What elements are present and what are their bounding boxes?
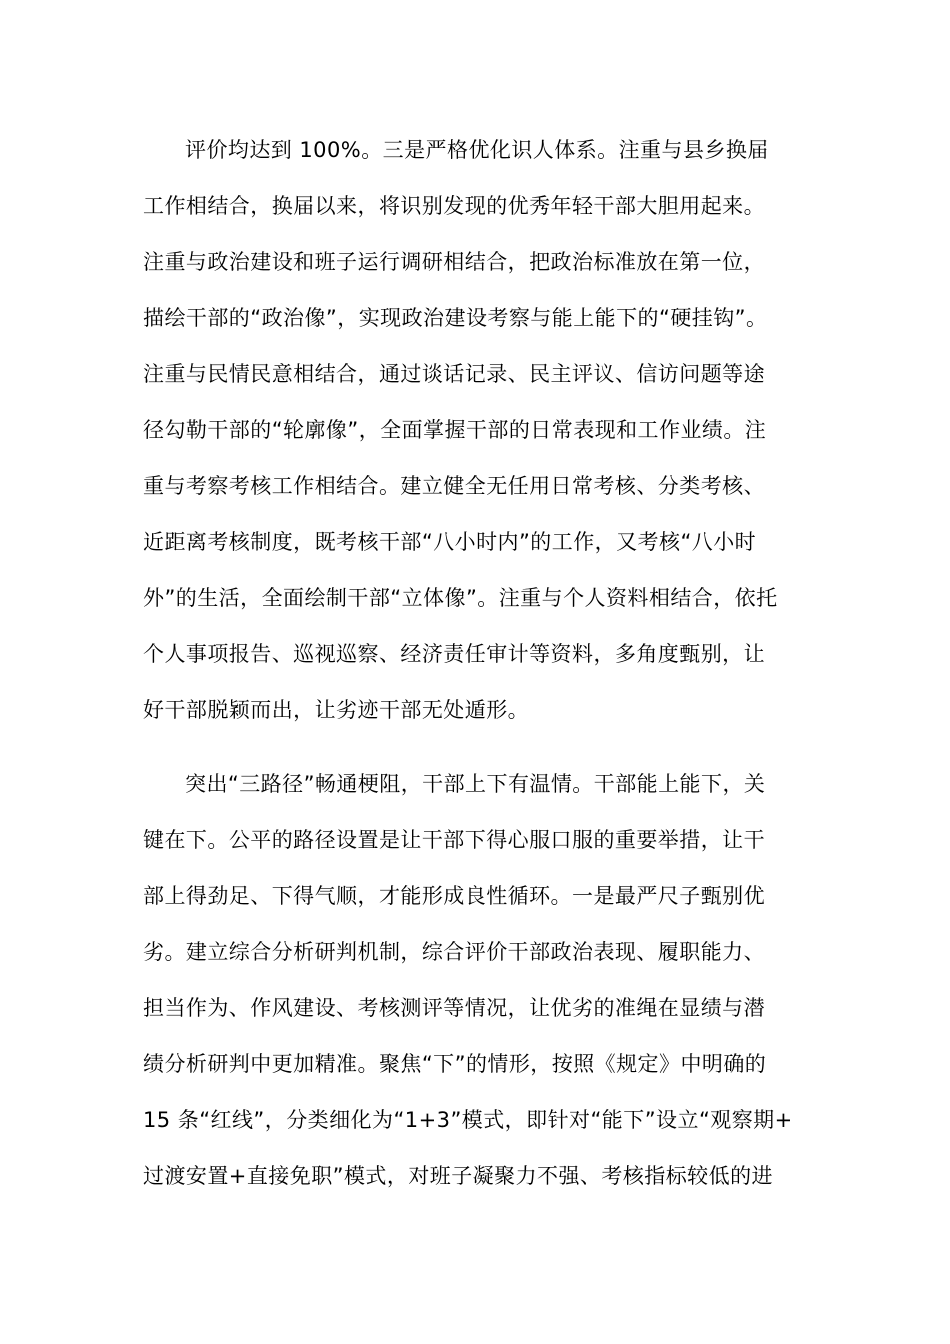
paragraph-line: 过渡安置+直接免职”模式，对班子凝聚力不强、考核指标较低的进 <box>143 1164 773 1188</box>
paragraph-line: 注重与民情民意相结合，通过谈话记录、民主评议、信访问题等途 <box>143 362 766 386</box>
paragraph-line: 评价均达到 100%。三是严格优化识人体系。注重与县乡换届 <box>185 138 769 162</box>
paragraph-line: 近距离考核制度，既考核干部“八小时内”的工作，又考核“八小时 <box>143 530 757 554</box>
paragraph-line: 部上得劲足、下得气顺，才能形成良性循环。一是最严尺子甄别优 <box>143 884 766 908</box>
paragraph-line: 注重与政治建设和班子运行调研相结合，把政治标准放在第一位， <box>143 250 766 274</box>
paragraph-line: 突出“三路径”畅通梗阻，干部上下有温情。干部能上能下，关 <box>185 772 766 796</box>
paragraph-line: 15 条“红线”，分类细化为“1+3”模式，即针对“能下”设立“观察期+ <box>143 1108 793 1132</box>
paragraph-line: 键在下。公平的路径设置是让干部下得心服口服的重要举措，让干 <box>143 828 766 852</box>
paragraph-line: 重与考察考核工作相结合。建立健全无任用日常考核、分类考核、 <box>143 474 766 498</box>
paragraph-line: 径勾勒干部的“轮廓像”，全面掌握干部的日常表现和工作业绩。注 <box>143 418 767 442</box>
paragraph-line: 绩分析研判中更加精准。聚焦“下”的情形，按照《规定》中明确的 <box>143 1052 767 1076</box>
paragraph-line: 描绘干部的“政治像”，实现政治建设考察与能上能下的“硬挂钩”。 <box>143 306 768 330</box>
paragraph-line: 好干部脱颖而出，让劣迹干部无处遁形。 <box>143 698 530 722</box>
paragraph-line: 劣。建立综合分析研判机制，综合评价干部政治表现、履职能力、 <box>143 940 766 964</box>
paragraph-line: 外”的生活，全面绘制干部“立体像”。注重与个人资料相结合，依托 <box>143 586 778 610</box>
paragraph-line: 担当作为、作风建设、考核测评等情况，让优劣的准绳在显绩与潜 <box>143 996 766 1020</box>
paragraph-line: 工作相结合，换届以来，将识别发现的优秀年轻干部大胆用起来。 <box>143 194 766 218</box>
paragraph-line: 个人事项报告、巡视巡察、经济责任审计等资料，多角度甄别，让 <box>143 642 766 666</box>
